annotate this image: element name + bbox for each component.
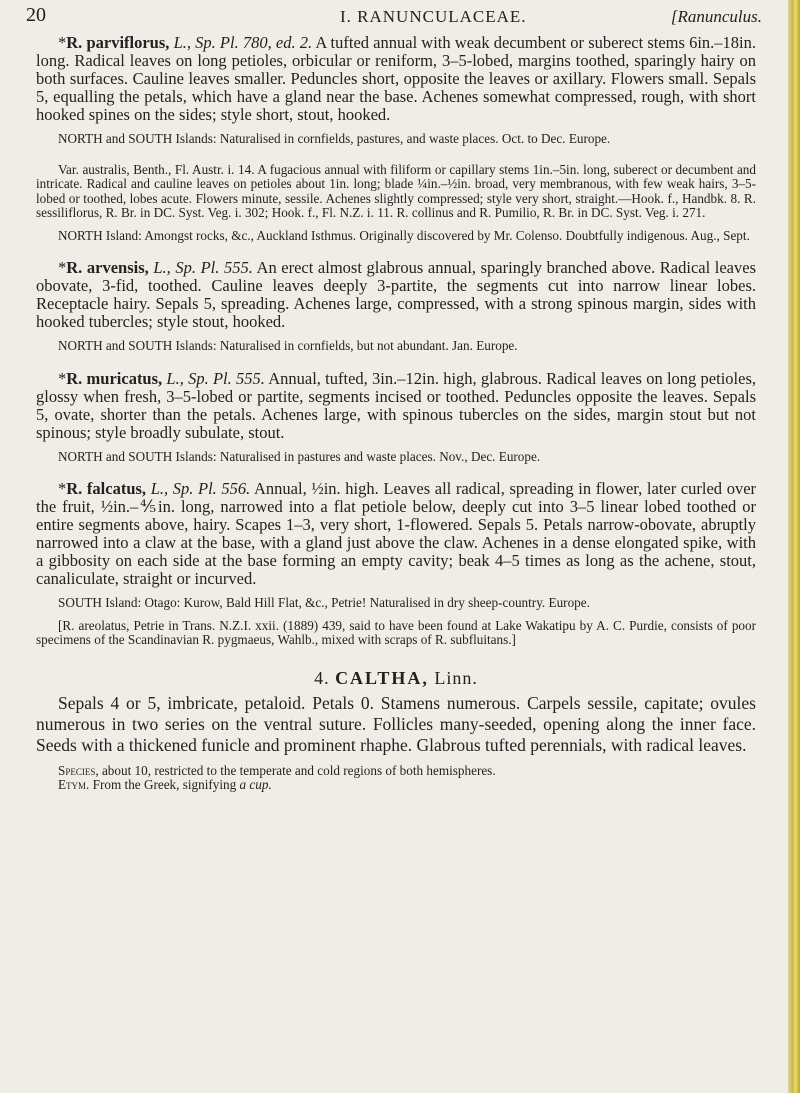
editorial-note: [R. areolatus, Petrie in Trans. N.Z.I. xxii. (1889) 439, said to have been found at Lake Wakatipu by A. C. Purdie, consists of poor specimens of the Scandinavian R. pygmaeus, Wahlb., mixed with scraps of R. subfluitans.] [36,617,756,647]
page-edge [788,0,800,1093]
species-description: Annual, tufted, 3in.–12in. high, glabrous. Radical leaves on long petioles, glossy when fresh, 3–5-lobed or partite, segments incised or toothed. Peduncles opposite the leaves. Sepals 5, ovate, shorter than the petals. Achenes large, with spinous tubercles on the sides, margin stout but not spinous; style broadly subulate, stout. [36,368,757,442]
species-text: about 10, restricted to the temperate and cold regions of both hemispheres. [101,762,496,778]
genus-species-count [36,764,756,779]
species-distribution: SOUTH Island: Otago: Kurow, Bald Hill Flat, &c., Petrie! Naturalised in dry sheep-country. Europe. [58,595,590,610]
page-number: 20 [26,4,46,26]
etym-text: From the Greek, signifying [92,777,237,792]
species-name: R. arvensis, [66,258,149,277]
species-authority: L., Sp. Pl. 780, ed. 2. [173,33,313,52]
genus-authority: Linn. [434,667,478,688]
species-distribution: NORTH and SOUTH Islands: Naturalised in cornfields, pastures, and waste places. Oct. to Dec. Europe. [58,131,611,146]
running-genus: [Ranunculus. [670,7,762,26]
species-arvensis [36,259,756,331]
species-muricatus [36,370,756,442]
species-distribution: NORTH and SOUTH Islands: Naturalised in cornfields, but not abundant. Jan. Europe. [58,338,518,353]
species-name: R. parviflorus, [66,33,170,52]
species-name: R. falcatus, [66,479,147,498]
species-parviflorus [36,34,756,124]
naturalised-marker: * [58,479,67,498]
genus-number: 4. [314,667,330,688]
genus-description: Sepals 4 or 5, imbricate, petaloid. Petals 0. Stamens numerous. Carpels sessile, capitate; ovules numerous in two series on the ventral suture. Follicles many-seeded, opening along the inner face. Seeds with a thickened funicle and prominent rhaphe. Glabrous tufted perennials, with radical leaves. [36,692,756,755]
naturalised-marker: * [58,33,67,52]
species-authority: L., Sp. Pl. 555. [153,258,253,277]
species-name: R. muricatus, [66,368,163,388]
species-authority: L., Sp. Pl. 555. [166,368,265,388]
genus-etymology [36,778,756,793]
etym-label: Etym. [58,777,90,792]
etym-word: a cup. [239,777,272,792]
naturalised-marker: * [58,258,67,277]
variety-distribution: NORTH Island: Amongst rocks, &c., Auckland Isthmus. Originally discovered by Mr. Colenso. Doubtfully indigenous. Aug., Sept. [58,227,750,243]
species-description: An erect almost glabrous annual, sparingly branched above. Radical leaves obovate, 3-fid, toothed. Cauline leaves deeply 3-partite, the segments cut into narrow linear lobes. Receptacle hairy. Sepals 5, spreading. Achenes large, compressed, with a strong spinous margin, sides with hooked tubercles; style stout, hooked. [36,258,756,331]
genus-name: CALTHA, [335,667,429,688]
species-falcatus [36,480,756,588]
naturalised-marker: * [58,368,67,388]
page-header [26,4,762,34]
species-distribution: NORTH and SOUTH Islands: Naturalised in pastures and waste places. Nov., Dec. Europe. [58,448,541,464]
species-authority: L., Sp. Pl. 556. [150,479,251,498]
page-content [26,4,762,793]
species-description: Annual, ½in. high. Leaves all radical, spreading in flower, later curled over the fruit, ½in.–⅘in. long, narrowed into a flat petiole below, deeply cut into 3–5 linear lobed toothed or entire segments above, hairy. Scapes 1–3, very short, 1-flowered. Sepals 5. Petals narrow-obovate, abruptly narrowed into a claw at the base, with a gland just above the claw. Achenes in a dense elongated spike, with a gibbosity on each side at the base forming an empty cavity; beak 4–5 times as long as the achene, stout, canaliculate, straight or incurved. [36,479,757,588]
genus-heading [36,668,756,689]
species-label: Species, [58,762,99,778]
running-head: I. RANUNCULACEAE. [340,7,527,26]
species-description: A tufted annual with weak decumbent or suberect stems 6in.–18in. long. Radical leaves on long petioles, orbicular or reniform, 3–5-lobed, margins toothed, sparingly hairy on both surfaces. Cauline leaves smaller. Peduncles short, opposite the leaves or axillary. Flowers small. Sepals 5, equalling the petals, which have a gland near the base. Achenes somewhat compressed, rough, with short hooked spines on the sides; style short, stout, hooked. [36,33,756,124]
variety-australis: Var. australis, Benth., Fl. Austr. i. 14. A fugacious annual with filiform or capillary stems 1in.–5in. long, suberect or decumbent and intricate. Radical and cauline leaves on petioles about 1in. long; blade ¼in.–½in. broad, very membranous, with few weak hairs, 3–5-lobed or toothed, lobes acute. Flowers minute, sessile. Achenes slightly compressed; style very short, straight.—Hook. f., Handbk. 8. R. sessiliflorus, R. Br. in DC. Syst. Veg. i. 302; Hook. f., Fl. N.Z. i. 11. R. collinus and R. Pumilio, R. Br. in DC. Syst. Veg. i. 271. [36,161,756,220]
